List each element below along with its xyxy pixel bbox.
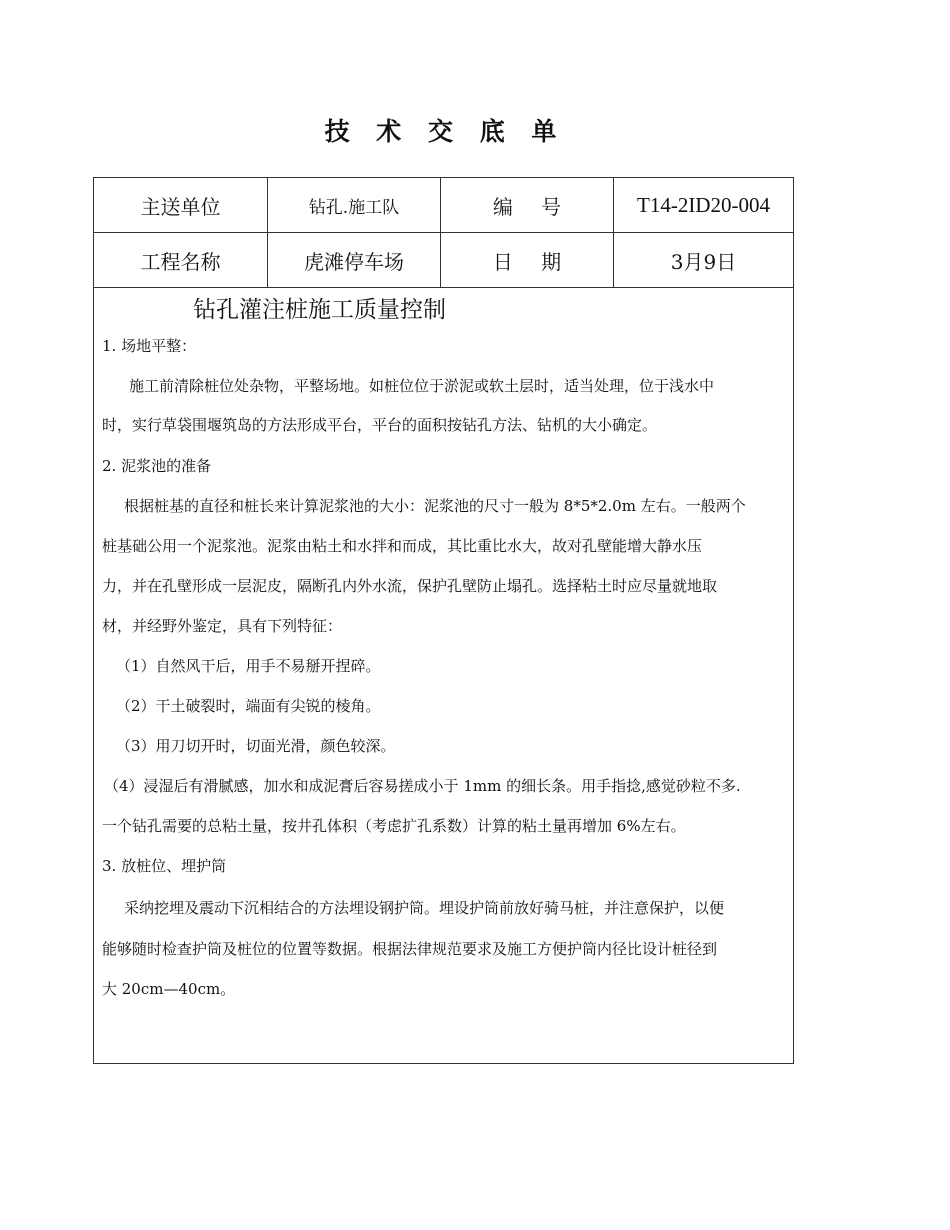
disclosure-form xyxy=(93,177,794,1064)
section-3-heading: 3. 放桩位、埋护筒 xyxy=(102,857,227,875)
date-label: 日 期 xyxy=(441,233,614,287)
content-subtitle: 钻孔灌注桩施工质量控制 xyxy=(193,297,446,323)
project-label: 工程名称 xyxy=(94,233,268,287)
document-title: 技 术 交 底 单 xyxy=(324,117,566,146)
section-1-line-1: 施工前清除桩位处杂物，平整场地。如桩位位于淤泥或软土层时，适当处理，位于浅水中 xyxy=(129,377,715,395)
section-1-line-2: 时，实行草袋围堰筑岛的方法形成平台，平台的面积按钻孔方法、钻机的大小确定。 xyxy=(102,416,658,434)
sender-value: 钻孔.施工队 xyxy=(268,178,441,232)
section-2-item-3: （3）用刀切开时，切面光滑，颜色较深。 xyxy=(116,737,396,755)
section-2-line-2: 桩基础公用一个泥浆池。泥浆由粘土和水拌和而成，其比重比水大，故对孔壁能增大静水压 xyxy=(102,537,703,555)
section-2-item-1: （1）自然风干后，用手不易掰开捏碎。 xyxy=(116,657,381,675)
section-2-line-4: 材，并经野外鉴定，具有下列特征： xyxy=(102,617,343,635)
section-2-line-5: 一个钻孔需要的总粘土量，按井孔体积（考虑扩孔系数）计算的粘土量再增加 6%左右。 xyxy=(102,817,686,835)
header-row-2 xyxy=(94,233,793,288)
header-row-1 xyxy=(94,178,793,233)
section-2-item-4: （4）浸湿后有滑腻感，加水和成泥膏后容易搓成小于 1mm 的细长条。用手指捻,感觉砂粒不多. xyxy=(104,777,741,795)
section-3-line-2: 能够随时检查护筒及桩位的位置等数据。根据法律规范要求及施工方便护筒内径比设计桩径到 xyxy=(102,940,718,958)
project-value: 虎滩停车场 xyxy=(268,233,441,287)
section-2-line-3: 力，并在孔壁形成一层泥皮，隔断孔内外水流，保护孔壁防止塌孔。选择粘土时应尽量就地取 xyxy=(102,577,718,595)
number-value: T14-2ID20-004 xyxy=(637,192,770,217)
section-2-heading: 2. 泥浆池的准备 xyxy=(102,457,212,475)
section-2-line-1: 根据桩基的直径和桩长来计算泥浆池的大小：泥浆池的尺寸一般为 8*5*2.0m 左右。一般两个 xyxy=(124,497,746,515)
number-label: 编 号 xyxy=(441,178,614,232)
section-3-line-1: 采纳挖埋及震动下沉相结合的方法埋设钢护筒。埋设护筒前放好骑马桩，并注意保护，以便 xyxy=(124,899,725,917)
sender-label: 主送单位 xyxy=(94,178,268,232)
section-1-heading: 1. 场地平整： xyxy=(102,337,197,355)
section-2-item-2: （2）干土破裂时，端面有尖锐的棱角。 xyxy=(116,697,381,715)
section-3-line-3: 大 20cm—40cm。 xyxy=(102,980,236,998)
date-value: 3月9日 xyxy=(670,249,737,274)
